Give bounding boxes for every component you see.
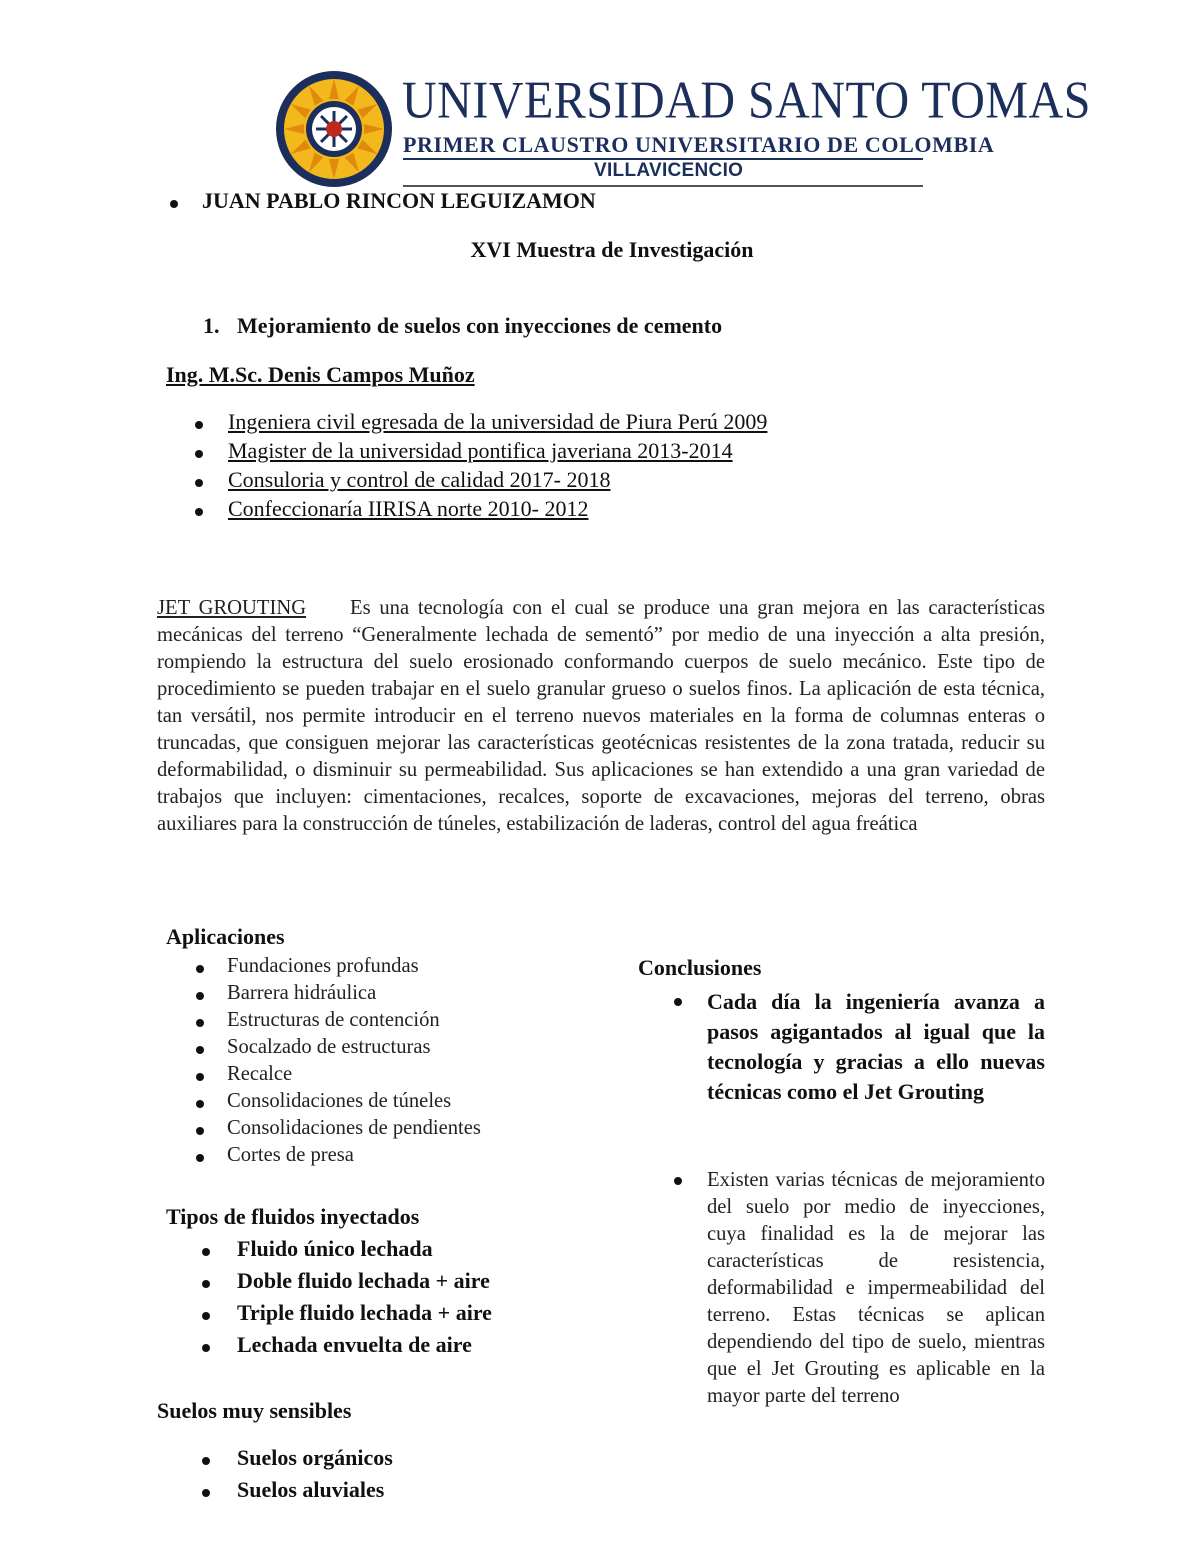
bullet [196, 992, 204, 1000]
conclusions-heading: Conclusiones [638, 955, 762, 980]
cv-item: Magister de la universidad pontifica javeriana 2013-2014 [228, 438, 733, 463]
author-name: JUAN PABLO RINCON LEGUIZAMON [202, 188, 596, 213]
bullet [196, 1154, 204, 1162]
bullet [195, 508, 203, 516]
speaker-name: Ing. M.Sc. Denis Campos Muñoz [166, 362, 475, 387]
bullet [196, 1046, 204, 1054]
fluid-item: Fluido único lechada [237, 1236, 433, 1261]
bullet [196, 965, 204, 973]
university-name: UNIVERSIDAD SANTO TOMAS [402, 71, 1091, 130]
fluid-item: Lechada envuelta de aire [237, 1332, 472, 1357]
header-divider [403, 185, 923, 187]
application-item: Cortes de presa [227, 1144, 354, 1166]
jet-grouting-body: Es una tecnología con el cual se produce una gran mejora en las características mecánicas del terreno “Generalmente lechada de sementó” por medio de una inyección a alta presión, rompiendo la estructura del suelo erosionado conformando cuerpos de suelo mecánico. Este tipo de procedimiento se pueden trabajar en el suelo granular grueso o suelos finos. La aplicación de esta técnica, tan versátil, nos permite introducir en el terreno nuevos materiales en la forma de columnas enteras o truncadas, que consiguen mejorar las características geotécnicas resistentes de la zona tratada, reducir su deformabilidad, o disminuir su permeabilidad. Sus aplicaciones se han extendido a una gran variedad de trabajos que incluyen: cimentaciones, recalces, soporte de excavaciones, mejoras del terreno, obras auxiliares para la construcción de túneles, estabilización de laderas, control del agua freática [157, 597, 1046, 835]
conclusion-item: Cada día la ingeniería avanza a pasos agigantados al igual que la tecnología y gracias a ello nuevas técnicas como el Jet Grouting [707, 989, 1045, 1104]
event-title: XVI Muestra de Investigación [470, 237, 754, 262]
bullet [202, 1457, 210, 1465]
soils-heading: Suelos muy sensibles [157, 1398, 352, 1423]
bullet [195, 479, 203, 487]
application-item: Recalce [227, 1063, 293, 1085]
application-item: Barrera hidráulica [227, 982, 377, 1004]
bullet [202, 1489, 210, 1497]
bullet [202, 1312, 210, 1320]
jet-grouting-term: JET GROUTING [157, 597, 307, 619]
applications-heading: Aplicaciones [166, 924, 285, 949]
cv-item: Ingeniera civil egresada de la universidad de Piura Perú 2009 [228, 409, 768, 434]
conclusion-item: Existen varias técnicas de mejoramiento del suelo por medio de inyecciones, cuya finalidad es la de mejorar las características de resistencia, deformabilidad e impermeabilidad del terreno. Estas técnicas se aplican dependiendo del tipo de suelo, mientras que el Jet Grouting es aplicable en la mayor parte del terreno [707, 1169, 1045, 1407]
bullet [196, 1073, 204, 1081]
fluids-heading: Tipos de fluidos inyectados [166, 1204, 420, 1229]
bullet [202, 1248, 210, 1256]
application-item: Socalzado de estructuras [227, 1036, 431, 1058]
fluid-item: Doble fluido lechada + aire [237, 1268, 490, 1293]
jet-grouting-paragraph [157, 595, 1045, 838]
cv-item: Consuloria y control de calidad 2017- 2018 [228, 467, 611, 492]
bullet [195, 450, 203, 458]
bullet [196, 1100, 204, 1108]
application-item: Fundaciones profundas [227, 955, 419, 977]
bullet [195, 421, 203, 429]
application-item: Estructuras de contención [227, 1009, 440, 1031]
university-seal-logo [275, 70, 393, 188]
fluid-item: Triple fluido lechada + aire [237, 1300, 492, 1325]
section-title: Mejoramiento de suelos con inyecciones de cemento [237, 313, 723, 338]
bullet [202, 1280, 210, 1288]
application-item: Consolidaciones de túneles [227, 1090, 452, 1112]
soil-item: Suelos aluviales [237, 1477, 385, 1502]
bullet [196, 1019, 204, 1027]
section-number: 1. [203, 313, 220, 338]
bullet [196, 1127, 204, 1135]
bullet [170, 200, 178, 208]
campus-name: VILLAVICENCIO [594, 160, 744, 181]
university-subtitle: PRIMER CLAUSTRO UNIVERSITARIO DE COLOMBIA [403, 132, 995, 157]
soil-item: Suelos orgánicos [237, 1445, 393, 1470]
bullet [202, 1344, 210, 1352]
cv-item: Confeccionaría IIRISA norte 2010- 2012 [228, 496, 589, 521]
bullet [674, 1177, 682, 1185]
application-item: Consolidaciones de pendientes [227, 1117, 481, 1139]
bullet [674, 998, 682, 1006]
